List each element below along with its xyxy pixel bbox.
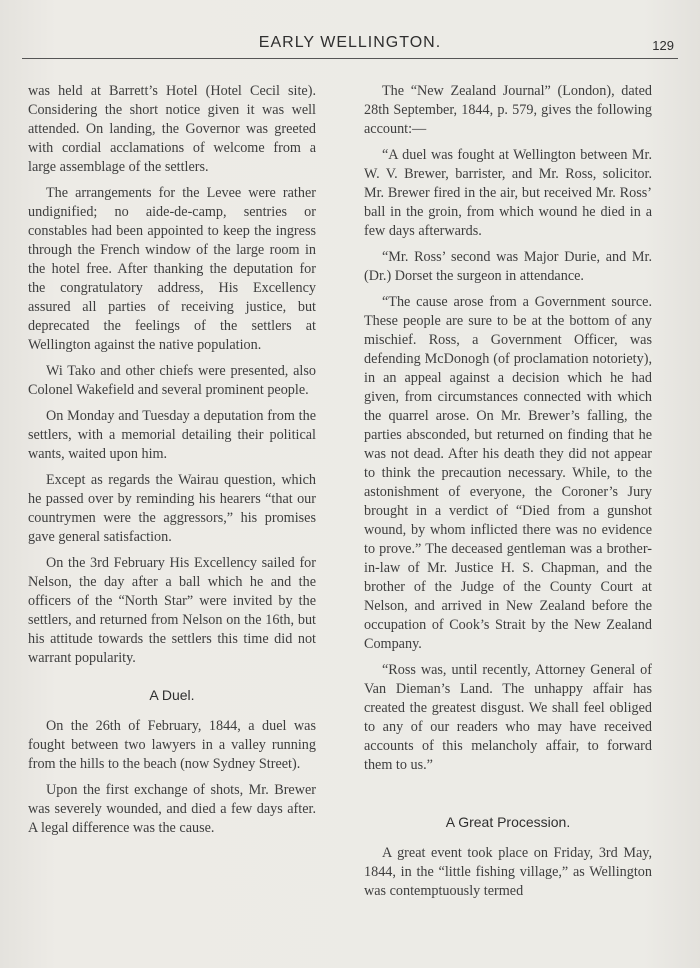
left-column xyxy=(28,82,316,845)
paragraph: “A duel was fought at Wellington between Mr. W. V. Brewer, barrister, and Mr. Ross, solicitor. Mr. Brewer fired in the air, but received Mr. Ross’ ball in the groin, from which wound he died in a few days afterwards. xyxy=(364,147,652,239)
paragraph: The “New Zealand Journal” (London), dated 28th September, 1844, p. 579, gives the following account:— xyxy=(364,83,652,137)
paragraph: The arrangements for the Levee were rather undignified; no aide-de-camp, sentries or constables had been appointed to keep the ingress through the French window of the large room in the hotel free. After thanking the deputation for the congratulatory address, His Excellency assured all parties of receiving justice, but deprecated the feelings of the settlers at Wellington against the native population. xyxy=(28,185,316,353)
section-heading-duel: A Duel. xyxy=(149,687,195,703)
paragraph: “Ross was, until recently, Attorney General of Van Dieman’s Land. The unhappy affair has created the greatest disgust. We shall feel obliged to any of our readers who may have received accounts of this melancholy affair, to forward them to us.” xyxy=(364,662,652,773)
paragraph: “Mr. Ross’ second was Major Durie, and Mr. (Dr.) Dorset the surgeon in attendance. xyxy=(364,249,652,284)
paragraph: On the 3rd February His Excellency sailed for Nelson, the day after a ball which he and the officers of the “North Star” were invited by the settlers, and returned from Nelson on the 16th, but his attitude towards the settlers this time did not warrant popularity. xyxy=(28,555,316,666)
paragraph: On Monday and Tuesday a deputation from the settlers, with a memorial detailing their political wants, waited upon him. xyxy=(28,408,316,462)
paragraph: Upon the first exchange of shots, Mr. Brewer was severely wounded, and died a few days after. A legal difference was the cause. xyxy=(28,782,316,836)
running-title: EARLY WELLINGTON. xyxy=(258,34,442,51)
paragraph: Wi Tako and other chiefs were presented, also Colonel Wakefield and several prominent people. xyxy=(28,363,316,398)
paragraph: was held at Barrett’s Hotel (Hotel Cecil site). Considering the short notice given it was well attended. On landing, the Governor was greeted with cordial acclamations of welcome from a large assemblage of the settlers. xyxy=(28,83,316,175)
section-heading-procession: A Great Procession. xyxy=(445,814,571,830)
paragraph: “The cause arose from a Government source. These people are sure to be at the bottom of any mischief. Ross, a Government Officer, was defending McDonogh (of proclamation notoriety), in an appeal against a decision which he had given, from circumstances connected with which the quarrel arose. On Mr. Brewer’s falling, the parties absconded, but returned on finding that he was not dead. After his death they did not appear to think the precaution necessary. While, to the astonishment of everyone, the Coroner’s Jury brought in a verdict of “Died from a gunshot wound, by whom inflicted there was no evidence to prove.” The deceased gentleman was a brother-in-law of Mr. Justice H. S. Chapman, and the brother of the Judge of the County Court at Nelson, and arrived in New Zealand before the occupation of Cook’s Strait by the New Zealand Company. xyxy=(364,294,652,652)
running-header xyxy=(22,28,678,59)
right-column xyxy=(364,82,652,908)
paragraph: Except as regards the Wairau question, which he passed over by reminding his hearers “that our countrymen were the aggressors,” his promises gave general satisfaction. xyxy=(28,472,316,545)
page-number: 129 xyxy=(652,38,674,53)
paragraph: A great event took place on Friday, 3rd May, 1844, in the “little fishing village,” as Wellington was contemptuously termed xyxy=(364,845,652,899)
paragraph: On the 26th of February, 1844, a duel was fought between two lawyers in a valley running from the hills to the beach (now Sydney Street). xyxy=(28,718,316,772)
